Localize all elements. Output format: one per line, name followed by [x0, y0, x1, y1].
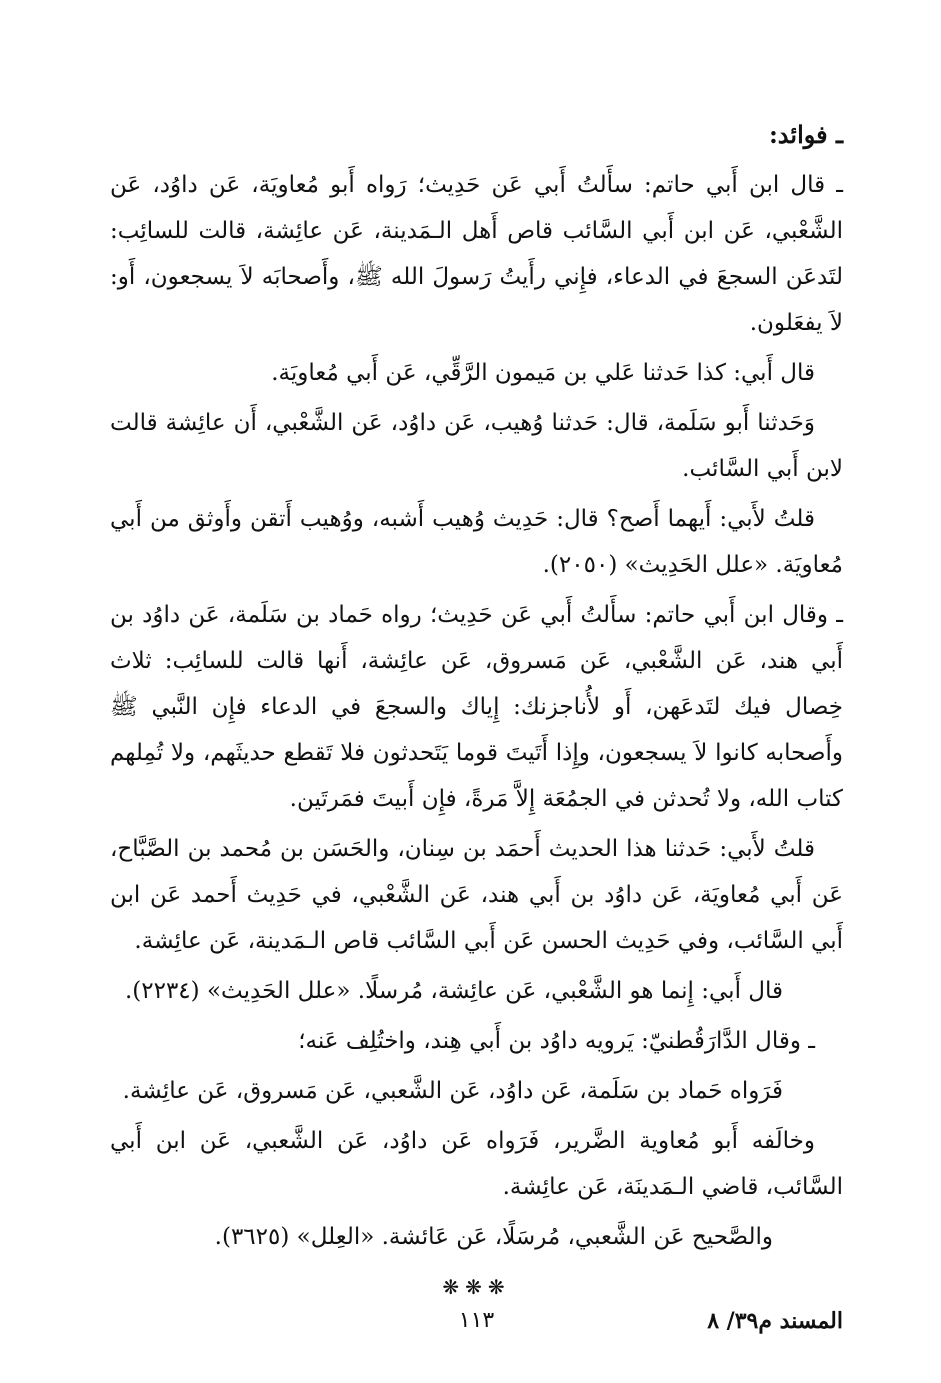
paragraph-6: قلتُ لأَبي: حَدثنا هذا الحديث أَحمَد بن سِنان، والحَسَن بن مُحمد بن الصَّبَّاح، عَن أَبي مُعاويَة، عَن داوُد بن أَبي هند، عَن الشَّعْبي، في حَدِيث أَحمد عَن ابن أَبي السَّائب، وفي حَدِيث الحسن عَن أَبي السَّائب قاص الـمَدينة، عَن عائِشة.: [110, 836, 843, 954]
page-body: [110, 112, 843, 1310]
section-heading: ـ فوائد:: [768, 120, 843, 149]
paragraph-8: ـ وقال الدَّارَقُطنيّ: يَرويه داوُد بن أَبي هِند، واختُلِف عَنه؛: [298, 1028, 815, 1054]
paragraph-5: ـ وقال ابن أَبي حاتم: سأَلتُ أَبي عَن حَدِيث؛ رواه حَماد بن سَلَمة، عَن داوُد بن أَبي هند، عَن الشَّعْبي، عَن مَسروق، عَن عائِشة، أَنها قالت للسائِب: ثلاث خِصال فيك لتَدعَهن، أَو لأُناجزنك: إِياك والسجعَ في الدعاء فإِن النَّبي ﷺ وأَصحابه كانوا لاَ يسجعون، وإِذا أَتَيتَ قوما يَتَحدثون فلا تَقطع حديثَهم، ولا تُمِلهم كتاب الله، ولا تُحدثن في الجمُعَة إِلاَّ مَرةً، فإِن أَبيتَ فمَرتَين.: [110, 602, 843, 812]
paragraph-3: وَحَدثنا أَبو سَلَمة، قال: حَدثنا وُهيب، عَن داوُد، عَن الشَّعْبي، أَن عائِشة قالت لابن أَبي السَّائب.: [110, 410, 843, 482]
paragraph-4: قلتُ لأَبي: أَيهما أَصح؟ قال: حَدِيث وُهيب أَشبه، ووُهيب أَتقن وأَوثق من أَبي مُعاويَة. «علل الحَدِيث» (٢٠٥٠).: [110, 506, 843, 578]
page-footer: [110, 1308, 843, 1348]
paragraph-9: فَرَواه حَماد بن سَلَمة، عَن داوُد، عَن الشَّعبي، عَن مَسروق، عَن عائِشة.: [122, 1078, 783, 1104]
paragraph-10: وخالَفه أَبو مُعاوية الضَّرير، فَرَواه عَن داوُد، عَن الشَّعبي، عَن ابن أَبي السَّائب، قاضي الـمَدينَة، عَن عائِشة.: [110, 1128, 843, 1200]
section-separator: ❋❋❋: [442, 1275, 511, 1299]
page-number: ١١٣: [458, 1308, 495, 1333]
paragraph-7: قال أَبي: إِنما هو الشَّعْبي، عَن عائِشة، مُرسلًا. «علل الحَدِيث» (٢٢٣٤).: [124, 978, 783, 1004]
paragraph-1: ـ قال ابن أَبي حاتم: سأَلتُ أَبي عَن حَدِيث؛ رَواه أَبو مُعاويَة، عَن داوُد، عَن الشَّعْبي، عَن ابن أَبي السَّائب قاص أَهل الـمَدينة، عَن عائِشة، قالت للسائِب: لتَدعَن السجعَ في الدعاء، فإِني رأَيتُ رَسولَ الله ﷺ، وأَصحابَه لاَ يسجعون، أَو: لاَ يفعَلون.: [110, 172, 843, 336]
paragraph-11: والصَّحيح عَن الشَّعبي، مُرسَلًا، عَن عَائشة. «العِلل» (٣٦٢٥).: [214, 1224, 773, 1250]
paragraph-2: قال أَبي: كذا حَدثنا عَلي بن مَيمون الرَّقِّي، عَن أَبي مُعاويَة.: [271, 360, 815, 386]
signature-mark: المسند م٣٩/ ٨: [707, 1308, 843, 1334]
